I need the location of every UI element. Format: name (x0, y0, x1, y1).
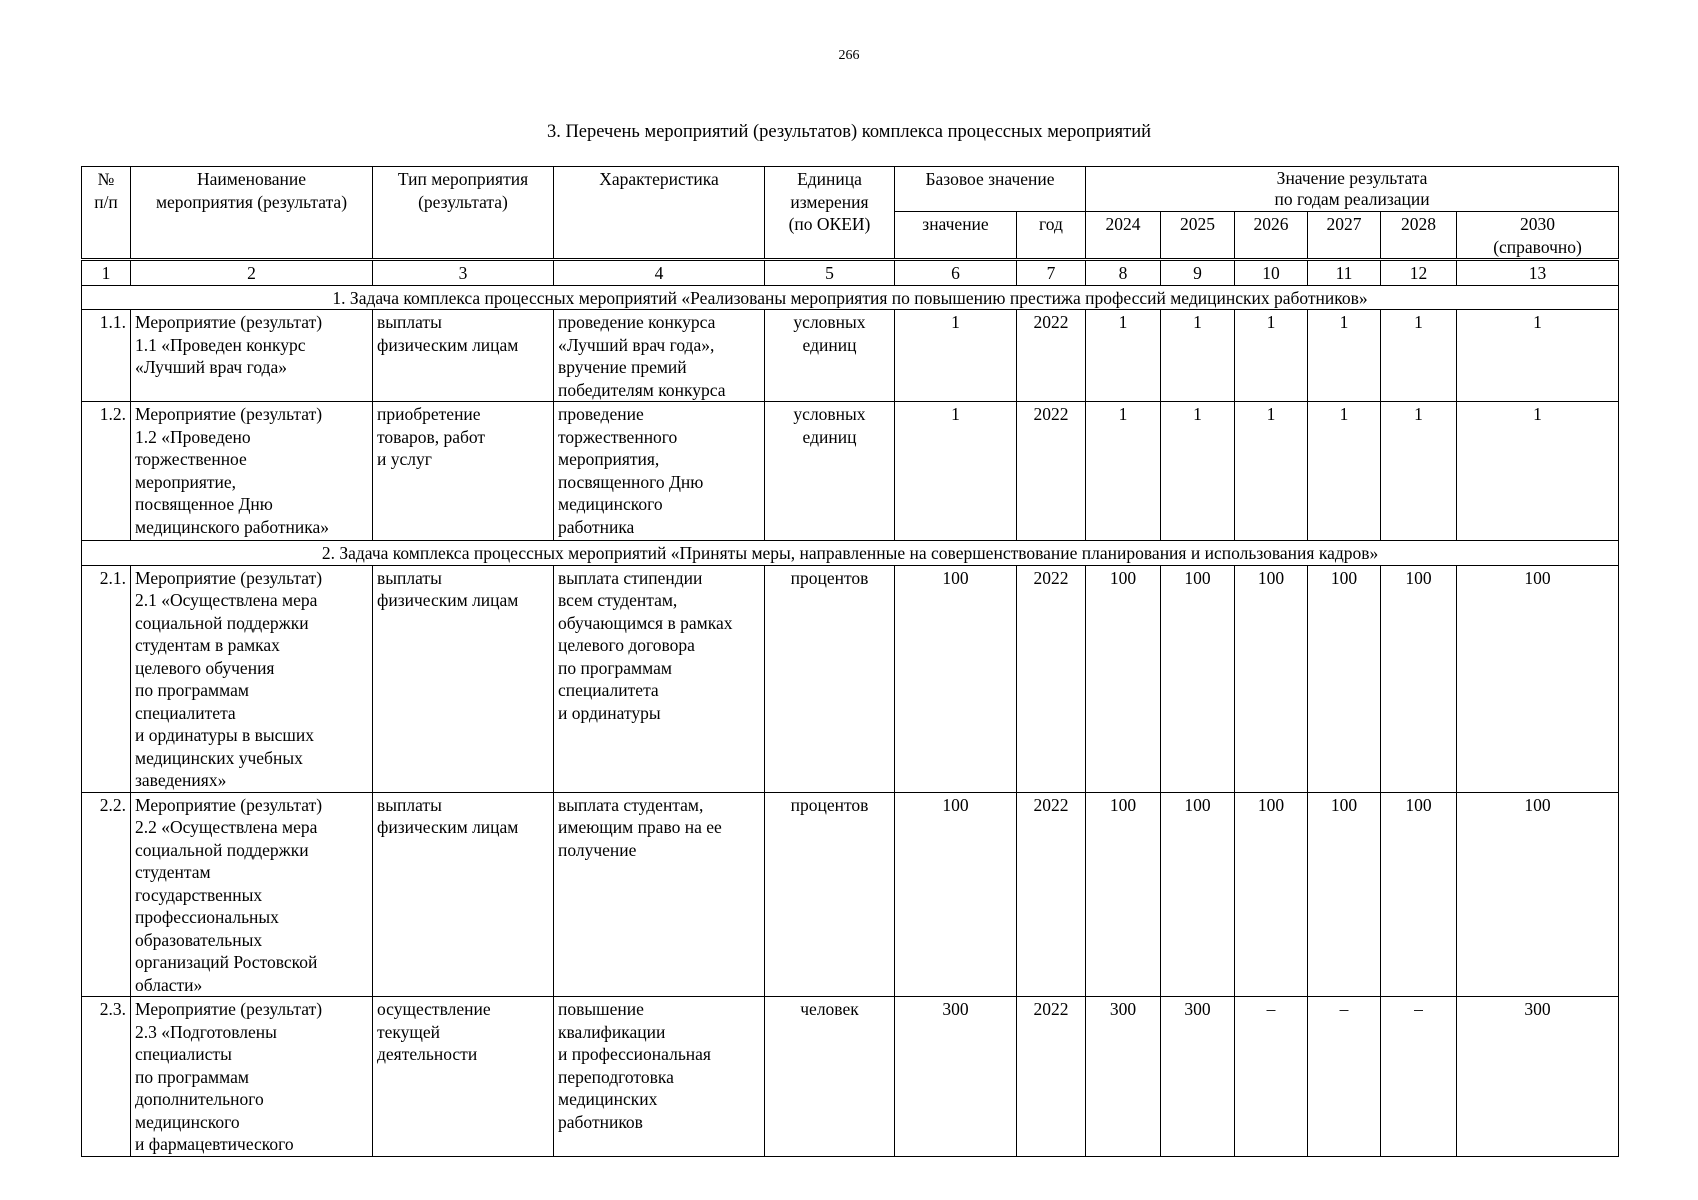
row-base-value: 100 (895, 792, 1017, 997)
header-unit: Единица измерения (по ОКЕИ) (765, 167, 895, 260)
row-value-2025: 100 (1161, 565, 1235, 792)
table-row (82, 310, 1619, 402)
row-characteristic: выплата стипендии всем студентам, обучающимся в рамках целевого договора по программам специалитета и ординатуры (554, 565, 765, 792)
row-base-year: 2022 (1017, 310, 1086, 402)
row-base-year: 2022 (1017, 792, 1086, 997)
row-value-2024: 100 (1086, 792, 1161, 997)
row-value-2024: 1 (1086, 310, 1161, 402)
row-name: Мероприятие (результат) 2.3 «Подготовлены специалисты по программам дополнительного медицинского и фармацевтического (131, 997, 373, 1157)
column-numbers-row (82, 260, 1619, 286)
row-value-2026: 1 (1235, 402, 1308, 541)
row-unit: процентов (765, 565, 895, 792)
row-characteristic: повышение квалификации и профессиональная переподготовка медицинских работников (554, 997, 765, 1157)
column-number: 3 (373, 260, 554, 286)
row-unit: процентов (765, 792, 895, 997)
task-row (82, 285, 1619, 310)
row-value-2030: 1 (1457, 402, 1619, 541)
row-characteristic: выплата студентам, имеющим право на ее получение (554, 792, 765, 997)
page-number: 266 (838, 48, 860, 63)
column-number: 6 (895, 260, 1017, 286)
header-result-values: Значение результата по годам реализации (1086, 167, 1619, 212)
row-base-value: 300 (895, 997, 1017, 1157)
column-number: 4 (554, 260, 765, 286)
row-value-2024: 1 (1086, 402, 1161, 541)
row-value-2028: 1 (1381, 402, 1457, 541)
row-value-2025: 100 (1161, 792, 1235, 997)
row-value-2030: 300 (1457, 997, 1619, 1157)
row-base-year: 2022 (1017, 997, 1086, 1157)
row-name: Мероприятие (результат) 2.2 «Осуществлена мера социальной поддержки студентам государственных профессиональных образовательных организаций Ростовской области» (131, 792, 373, 997)
row-number: 2.2. (82, 792, 131, 997)
column-number: 1 (82, 260, 131, 286)
task-title: 2. Задача комплекса процессных мероприятий «Приняты меры, направленные на совершенствование планирования и использования кадров» (82, 541, 1619, 566)
row-value-2025: 300 (1161, 997, 1235, 1157)
header-year-2030: 2030 (справочно) (1457, 212, 1619, 260)
row-value-2028: – (1381, 997, 1457, 1157)
header-base-year: год (1017, 212, 1086, 260)
row-value-2028: 100 (1381, 565, 1457, 792)
column-number: 10 (1235, 260, 1308, 286)
row-value-2024: 300 (1086, 997, 1161, 1157)
row-value-2030: 1 (1457, 310, 1619, 402)
row-value-2026: 100 (1235, 565, 1308, 792)
column-number: 5 (765, 260, 895, 286)
row-unit: условных единиц (765, 402, 895, 541)
row-number: 2.1. (82, 565, 131, 792)
row-type: выплаты физическим лицам (373, 565, 554, 792)
column-number: 12 (1381, 260, 1457, 286)
row-base-year: 2022 (1017, 402, 1086, 541)
header-year-2024: 2024 (1086, 212, 1161, 260)
column-number: 7 (1017, 260, 1086, 286)
header-row-1 (82, 167, 1619, 212)
row-value-2024: 100 (1086, 565, 1161, 792)
row-value-2027: – (1308, 997, 1381, 1157)
row-value-2026: 1 (1235, 310, 1308, 402)
row-type: приобретение товаров, работ и услуг (373, 402, 554, 541)
row-value-2030: 100 (1457, 565, 1619, 792)
row-base-value: 1 (895, 310, 1017, 402)
column-number: 9 (1161, 260, 1235, 286)
table-row (82, 565, 1619, 792)
column-number: 8 (1086, 260, 1161, 286)
row-value-2025: 1 (1161, 402, 1235, 541)
column-number: 11 (1308, 260, 1381, 286)
row-value-2027: 1 (1308, 310, 1381, 402)
header-year-2025: 2025 (1161, 212, 1235, 260)
row-value-2027: 100 (1308, 792, 1381, 997)
row-unit: человек (765, 997, 895, 1157)
row-value-2028: 1 (1381, 310, 1457, 402)
table-row (82, 402, 1619, 541)
row-value-2026: 100 (1235, 792, 1308, 997)
task-title: 1. Задача комплекса процессных мероприятий «Реализованы мероприятия по повышению престижа профессий медицинских работников» (82, 285, 1619, 310)
header-characteristic: Характеристика (554, 167, 765, 260)
table-row (82, 997, 1619, 1157)
table-row (82, 792, 1619, 997)
header-name: Наименование мероприятия (результата) (131, 167, 373, 260)
row-number: 1.1. (82, 310, 131, 402)
column-number: 13 (1457, 260, 1619, 286)
header-year-2026: 2026 (1235, 212, 1308, 260)
header-no: № п/п (82, 167, 131, 260)
task-row (82, 541, 1619, 566)
row-type: выплаты физическим лицам (373, 792, 554, 997)
row-base-value: 100 (895, 565, 1017, 792)
document-title: 3. Перечень мероприятий (результатов) комплекса процессных мероприятий (546, 122, 1152, 142)
header-type: Тип мероприятия (результата) (373, 167, 554, 260)
header-year-2028: 2028 (1381, 212, 1457, 260)
row-name: Мероприятие (результат) 1.1 «Проведен конкурс «Лучший врач года» (131, 310, 373, 402)
row-value-2025: 1 (1161, 310, 1235, 402)
header-year-2027: 2027 (1308, 212, 1381, 260)
row-unit: условных единиц (765, 310, 895, 402)
row-value-2030: 100 (1457, 792, 1619, 997)
row-base-value: 1 (895, 402, 1017, 541)
row-name: Мероприятие (результат) 2.1 «Осуществлена мера социальной поддержки студентам в рамках целевого обучения по программам специалитета и ординатуры в высших медицинских учебных заведениях» (131, 565, 373, 792)
column-number: 2 (131, 260, 373, 286)
row-value-2027: 1 (1308, 402, 1381, 541)
row-value-2028: 100 (1381, 792, 1457, 997)
row-type: выплаты физическим лицам (373, 310, 554, 402)
row-characteristic: проведение торжественного мероприятия, посвященного Дню медицинского работника (554, 402, 765, 541)
row-value-2026: – (1235, 997, 1308, 1157)
row-number: 1.2. (82, 402, 131, 541)
row-value-2027: 100 (1308, 565, 1381, 792)
row-characteristic: проведение конкурса «Лучший врач года», вручение премий победителям конкурса (554, 310, 765, 402)
activities-table (81, 166, 1619, 1157)
row-number: 2.3. (82, 997, 131, 1157)
row-base-year: 2022 (1017, 565, 1086, 792)
header-base-value: значение (895, 212, 1017, 260)
header-base: Базовое значение (895, 167, 1086, 212)
row-type: осуществление текущей деятельности (373, 997, 554, 1157)
row-name: Мероприятие (результат) 1.2 «Проведено торжественное мероприятие, посвященное Дню медицинского работника» (131, 402, 373, 541)
